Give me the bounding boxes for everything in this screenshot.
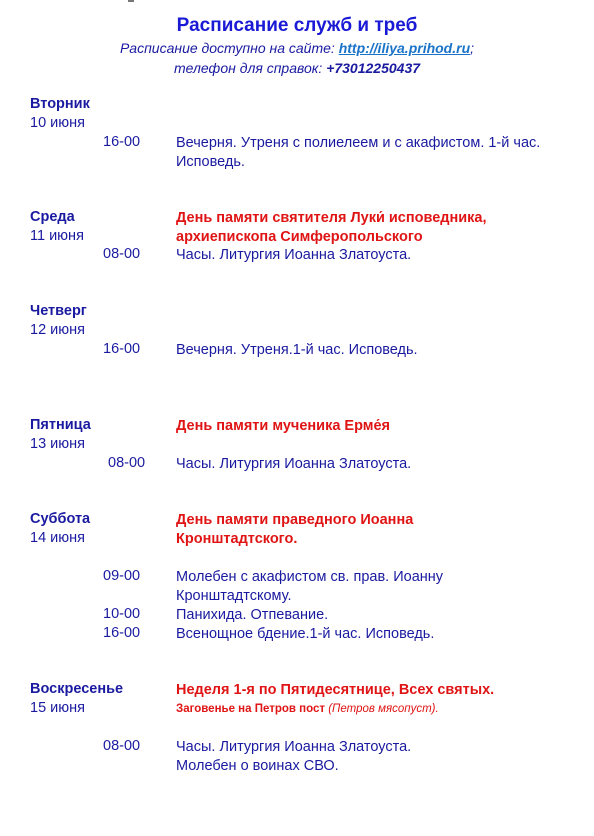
site-prefix: Расписание доступно на сайте: — [119, 40, 339, 56]
service-text: Панихида. Отпевание. — [176, 607, 329, 623]
day-date: 12 июня — [30, 322, 85, 338]
page-title: Расписание служб и треб — [176, 15, 418, 36]
service-text: Вечерня. Утреня с полиелеем и с акафистом. 1-й час. Исповедь. — [176, 135, 541, 170]
service-time: 09-00 — [103, 568, 141, 584]
service-text: Часы. Литургия Иоанна Златоуста. — [176, 456, 412, 472]
day-date: 14 июня — [30, 530, 85, 546]
fast-note — [176, 703, 439, 715]
day-name: Суббота — [30, 511, 91, 527]
phone-prefix: телефон для справок: — [173, 60, 327, 76]
service-time: 10-00 — [103, 606, 141, 622]
service-text: Часы. Литургия Иоанна Златоуста. — [176, 247, 412, 263]
day-date: 11 июня — [30, 228, 84, 244]
page-edge-mark — [128, 0, 134, 2]
day-name: Воскресенье — [30, 681, 124, 697]
service-time: 16-00 — [103, 625, 141, 641]
service-text: Вечерня. Утреня.1-й час. Исповедь. — [176, 342, 418, 358]
day-name: Вторник — [30, 96, 90, 112]
day-date: 13 июня — [30, 436, 85, 452]
feast-title: День памяти святителя Луки́ исповедника, архиепископа Симферопольского — [176, 210, 487, 245]
day-name: Среда — [30, 209, 75, 225]
phone-line — [0, 60, 594, 76]
site-suffix: ; — [470, 40, 475, 56]
site-line — [0, 40, 594, 56]
phone-number: +73012250437 — [326, 60, 421, 76]
service-time: 08-00 — [108, 455, 146, 471]
feast-title: День памяти праведного Иоанна Кронштадтского. — [176, 512, 414, 547]
service-time: 08-00 — [103, 246, 141, 262]
site-link[interactable]: http://iliya.prihod.ru — [338, 40, 471, 56]
fast-note-text: Заговенье на Петров пост — [176, 703, 326, 715]
fast-note-italic: (Петров мясопуст). — [325, 703, 439, 715]
day-name: Пятница — [30, 417, 91, 433]
service-text: Всенощное бдение.1-й час. Исповедь. — [176, 626, 435, 642]
service-time: 16-00 — [103, 341, 141, 357]
service-time: 16-00 — [103, 134, 141, 150]
feast-title: День памяти мученика Ерме́я — [176, 418, 391, 434]
service-text: Часы. Литургия Иоанна Златоуста. — [176, 739, 412, 755]
service-text: Молебен с акафистом св. прав. Иоанну Кронштадтскому. — [176, 569, 444, 604]
feast-title: Неделя 1-я по Пятидесятнице, Всех святых. — [176, 682, 495, 698]
service-text: Молебен о воинах СВО. — [176, 758, 339, 774]
day-date: 10 июня — [30, 115, 85, 131]
day-date: 15 июня — [30, 700, 85, 716]
day-name: Четверг — [30, 303, 87, 319]
service-time: 08-00 — [103, 738, 141, 754]
